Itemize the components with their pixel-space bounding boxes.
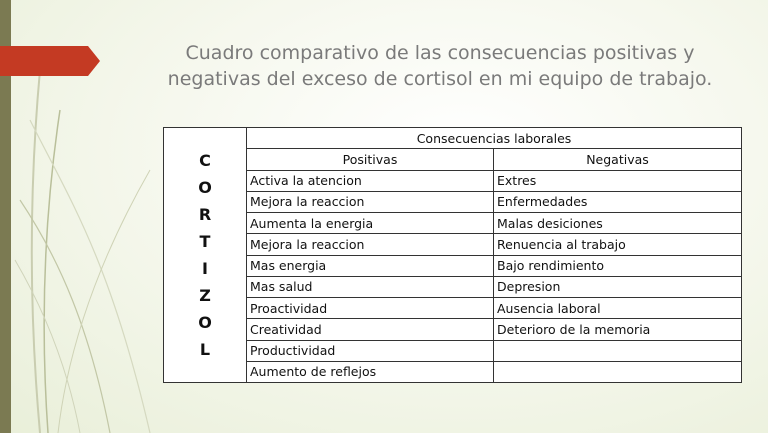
slide-title — [140, 40, 740, 92]
negative-cell — [494, 361, 742, 382]
side-letter: Z — [199, 286, 211, 305]
positive-cell: Proactividad — [247, 298, 494, 319]
negative-cell: Ausencia laboral — [494, 298, 742, 319]
title-line-1: Cuadro comparativo de las consecuencias positivas y — [185, 42, 695, 64]
table-row — [164, 191, 742, 212]
positive-cell: Activa la atencion — [247, 170, 494, 191]
cortisol-vertical-label — [164, 128, 247, 383]
positive-cell: Mejora la reaccion — [247, 234, 494, 255]
table-row — [164, 361, 742, 382]
group-header-cell: Consecuencias laborales — [247, 128, 742, 149]
title-line-2: negativas del exceso de cortisol en mi equipo de trabajo. — [167, 68, 713, 90]
negative-cell — [494, 340, 742, 361]
side-letter: C — [199, 151, 211, 170]
table-row — [164, 170, 742, 191]
side-letter: I — [202, 259, 208, 278]
table-row — [164, 340, 742, 361]
table-row — [164, 319, 742, 340]
negative-cell: Enfermedades — [494, 191, 742, 212]
negative-cell: Malas desiciones — [494, 213, 742, 234]
side-letter: O — [198, 178, 212, 197]
table-group-header-row — [164, 128, 742, 149]
negative-cell: Deterioro de la memoria — [494, 319, 742, 340]
negative-cell: Bajo rendimiento — [494, 255, 742, 276]
positive-cell: Aumento de reflejos — [247, 361, 494, 382]
comparison-table — [163, 127, 742, 383]
column-header-negative: Negativas — [494, 149, 742, 170]
table-row — [164, 234, 742, 255]
negative-cell: Renuencia al trabajo — [494, 234, 742, 255]
negative-cell: Depresion — [494, 276, 742, 297]
side-letter: O — [198, 313, 212, 332]
negative-cell: Extres — [494, 170, 742, 191]
table-column-header-row — [164, 149, 742, 170]
positive-cell: Productividad — [247, 340, 494, 361]
positive-cell: Mas salud — [247, 276, 494, 297]
table-row — [164, 298, 742, 319]
side-letter: R — [198, 205, 212, 224]
comparison-table-container — [163, 127, 742, 383]
positive-cell: Aumenta la energia — [247, 213, 494, 234]
table-row — [164, 276, 742, 297]
positive-cell: Creatividad — [247, 319, 494, 340]
positive-cell: Mejora la reaccion — [247, 191, 494, 212]
side-letter: T — [199, 232, 211, 251]
table-row — [164, 213, 742, 234]
table-row — [164, 255, 742, 276]
side-letter: L — [199, 340, 211, 359]
positive-cell: Mas energia — [247, 255, 494, 276]
column-header-positive: Positivas — [247, 149, 494, 170]
accent-arrow-tab — [0, 46, 100, 76]
